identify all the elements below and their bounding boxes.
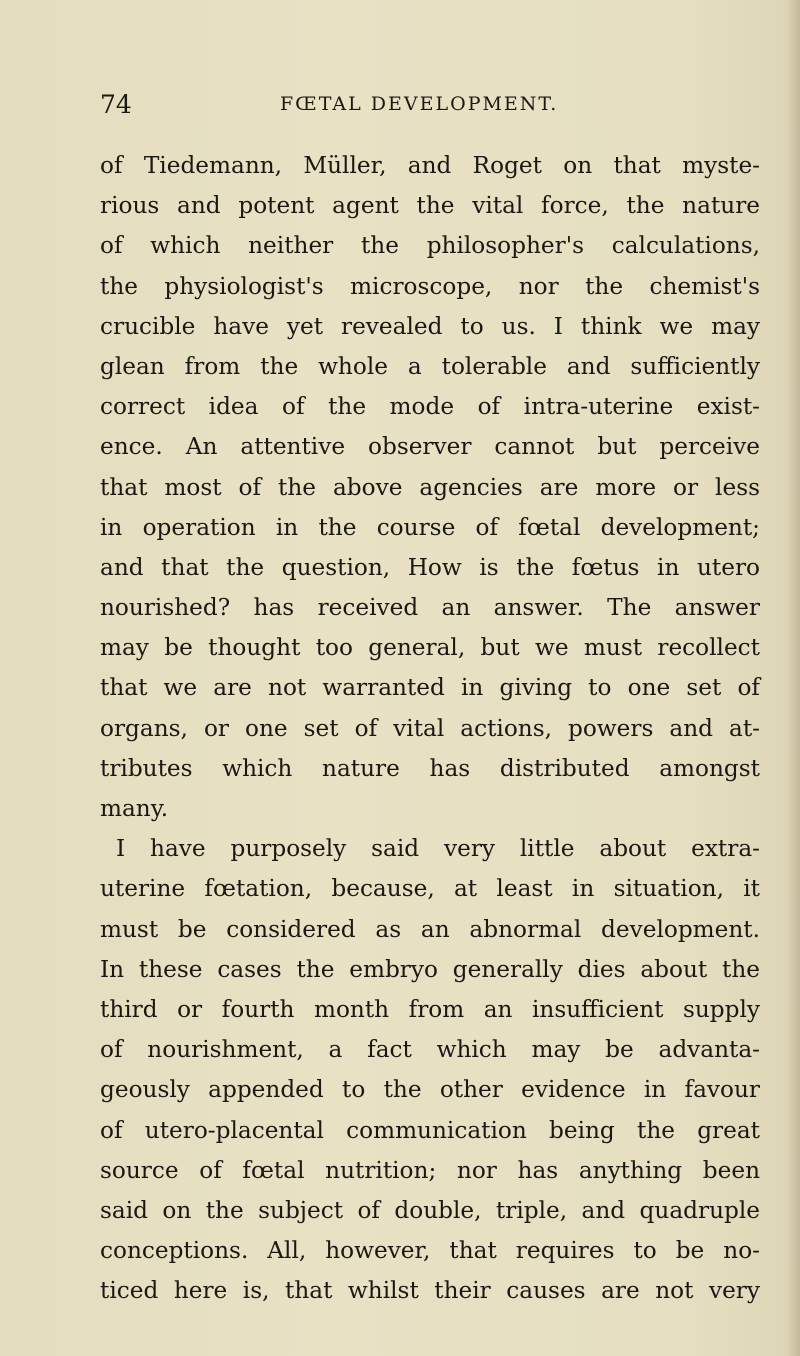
text-line: geously appended to the other evidence in favour [100, 1076, 760, 1104]
text-line: nourished? has received an answer. The answer [100, 594, 760, 622]
text-line: must be considered as an abnormal development. [100, 915, 760, 943]
text-line: of Tiedemann, Müller, and Roget on that myste- [100, 152, 760, 179]
text-line: of utero-placental communication being the great [100, 1116, 760, 1144]
text-line: and that the question, How is the fœtus in utero [100, 553, 760, 581]
text-line: of nourishment, a fact which may be advanta- [100, 1036, 760, 1064]
text-line: rious and potent agent the vital force, the nature [100, 192, 760, 220]
running-head: FŒTAL DEVELOPMENT. [280, 93, 559, 115]
text-line: correct idea of the mode of intra-uterine exist- [100, 393, 760, 421]
page-number: 74 [100, 90, 132, 119]
text-line: organs, or one set of vital actions, powers and at- [100, 714, 760, 742]
page-header [100, 90, 760, 126]
text-line: third or fourth month from an insufficient supply [100, 995, 760, 1023]
text-line: that most of the above agencies are more or less [100, 473, 760, 501]
text-line: ticed here is, that whilst their causes are not very [100, 1277, 760, 1305]
text-line: may be thought too general, but we must recollect [100, 634, 760, 662]
text-line: uterine fœtation, because, at least in situation, it [100, 875, 760, 903]
text-line: In these cases the embryo generally dies about the [100, 955, 760, 983]
text-line: glean from the whole a tolerable and sufficiently [100, 352, 760, 380]
text-line: source of fœtal nutrition; nor has anything been [100, 1156, 760, 1184]
text-line: tributes which nature has distributed amongst [100, 754, 760, 782]
text-line: of which neither the philosopher's calculations, [100, 232, 760, 260]
text-line: that we are not warranted in giving to one set of [100, 674, 760, 702]
text-line-paragraph-end: many. [100, 795, 169, 822]
body-text [100, 146, 760, 1311]
text-line: said on the subject of double, triple, and quadruple [100, 1196, 760, 1224]
text-line: ence. An attentive observer cannot but perceive [100, 433, 760, 461]
text-line: conceptions. All, however, that requires to be no- [100, 1237, 760, 1265]
text-line: in operation in the course of fœtal development; [100, 513, 760, 541]
text-line: crucible have yet revealed to us. I think we may [100, 312, 760, 340]
page-edge-shadow [786, 0, 800, 1356]
text-line: the physiologist's microscope, nor the chemist's [100, 272, 760, 300]
text-line-paragraph-start: I have purposely said very little about extra- [116, 835, 760, 863]
